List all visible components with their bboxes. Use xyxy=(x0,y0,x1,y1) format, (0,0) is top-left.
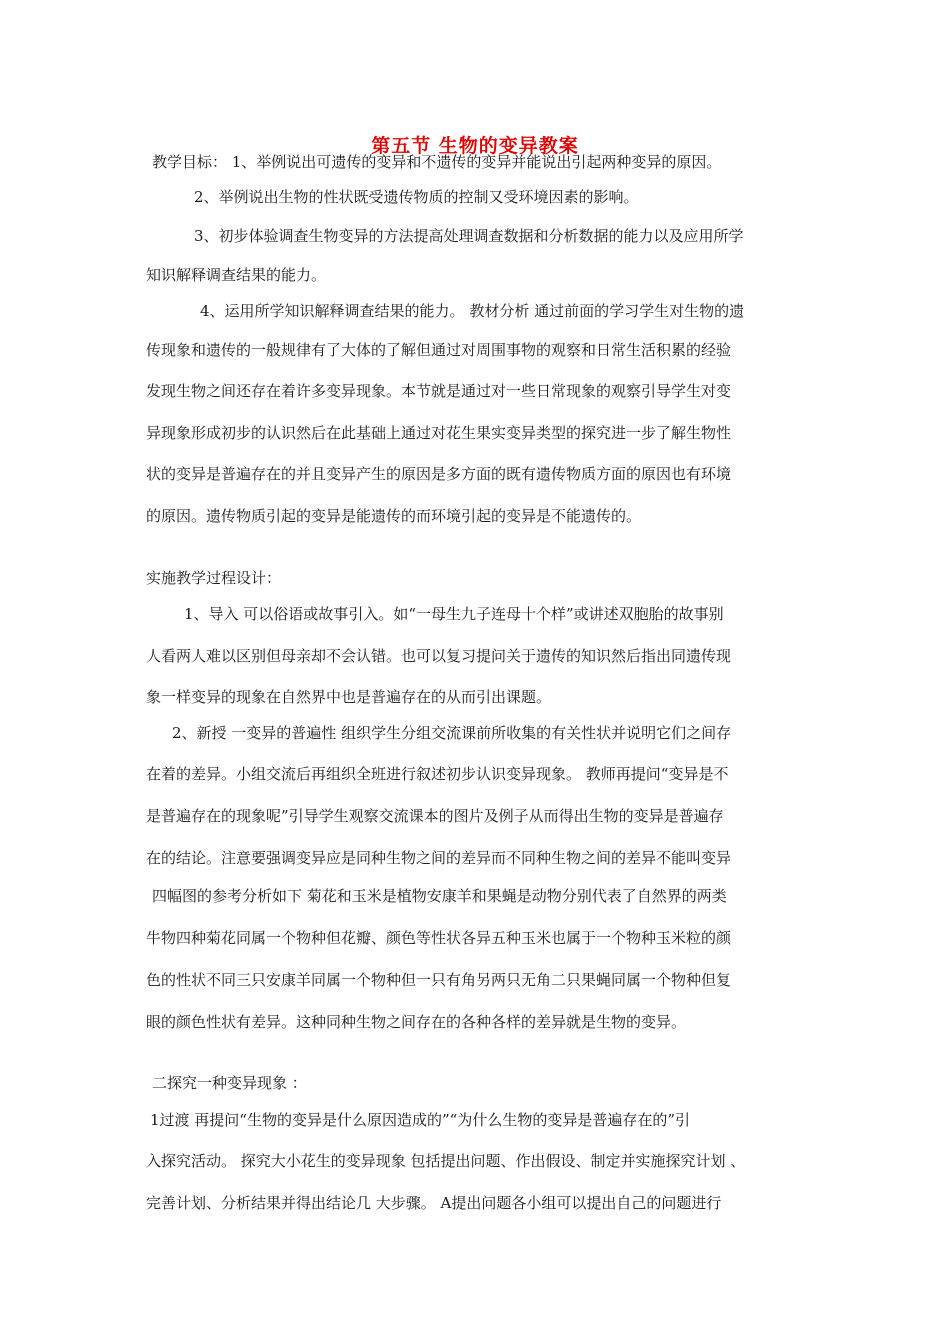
text-line: 四幅图的参考分析如下 菊花和玉米是植物安康羊和果蝇是动物分别代表了自然界的两类 xyxy=(152,887,727,905)
text-line: 1、导入 可以俗语或故事引入。如“一母生九子连母十个样”或讲述双胞胎的故事别 xyxy=(184,605,724,623)
text-line: 知识解释调查结果的能力。 xyxy=(146,266,327,284)
text-line: 教学目标： 1、举例说出可遗传的变异和不遗传的变异并能说出引起两种变异的原因。 xyxy=(152,153,722,171)
text-line: 色的性状不同三只安康羊同属一个物种但一只有角另两只无角二只果蝇同属一个物种但复 xyxy=(146,971,732,989)
text-line: 完善计划、分析结果并得出结论几 大步骤。 A提出问题各小组可以提出自己的问题进行 xyxy=(146,1194,722,1212)
text-line: 入探究活动。 探究大小花生的变异现象 包括提出问题、作出假设、制定并实施探究计划 、 xyxy=(146,1152,746,1170)
text-line: 状的变异是普遍存在的并且变异产生的原因是多方面的既有遗传物质方面的原因也有环境 xyxy=(146,465,732,483)
text-line: 在着的差异。小组交流后再组织全班进行叙述初步认识变异现象。 教师再提问“变异是不 xyxy=(146,765,729,783)
text-line: 象一样变异的现象在自然界中也是普遍存在的从而引出课题。 xyxy=(146,688,552,706)
text-line: 是普遍存在的现象呢”引导学生观察交流课本的图片及例子从而得出生物的变异是普遍存 xyxy=(146,807,724,825)
text-line: 2、新授 一变异的普遍性 组织学生分组交流课前所收集的有关性状并说明它们之间存 xyxy=(172,724,732,742)
text-line: 异现象形成初步的认识然后在此基础上通过对花生果实变异类型的探究进一步了解生物性 xyxy=(146,424,732,442)
text-line: 在的结论。注意要强调变异应是同种生物之间的差异而不同种生物之间的差异不能叫变异 xyxy=(146,849,732,867)
text-line: 眼的颜色性状有差异。这种同种生物之间存在的各种各样的差异就是生物的变异。 xyxy=(146,1013,687,1031)
text-line: 1过渡 再提问“生物的变异是什么原因造成的”“为什么生物的变异是普遍存在的”引 xyxy=(150,1111,690,1129)
page-title: 第五节 生物的变异教案 xyxy=(371,135,579,157)
text-line: 3、初步体验调查生物变异的方法提高处理调查数据和分析数据的能力以及应用所学 xyxy=(194,227,744,245)
text-line: 2、举例说出生物的性状既受遗传物质的控制又受环境因素的影响。 xyxy=(194,188,639,206)
text-line: 4、运用所学知识解释调查结果的能力。 教材分析 通过前面的学习学生对生物的遗 xyxy=(200,302,745,320)
text-line: 人看两人难以区别但母亲却不会认错。也可以复习提问关于遗传的知识然后指出同遗传现 xyxy=(146,647,732,665)
text-line: 的原因。遗传物质引起的变异是能遗传的而环境引起的变异是不能遗传的。 xyxy=(146,507,642,525)
text-line: 发现生物之间还存在着许多变异现象。本节就是通过对一些日常现象的观察引导学生对变 xyxy=(146,382,732,400)
text-line: 传现象和遗传的一般规律有了大体的了解但通过对周围事物的观察和日常生活积累的经验 xyxy=(146,341,732,359)
section-heading: 二探究一种变异现象 ： xyxy=(152,1074,307,1092)
text-line: 牛物四种菊花同属一个物种但花瓣、颜色等性状各异五种玉米也属于一个物种玉米粒的颜 xyxy=(146,929,732,947)
section-heading: 实施教学过程设计： xyxy=(146,569,282,587)
